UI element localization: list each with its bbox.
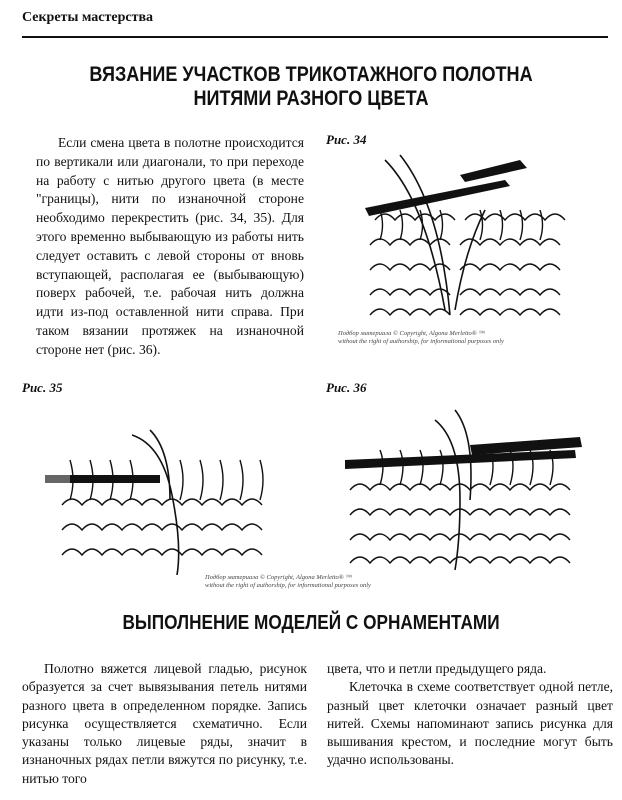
fig36-stitches <box>350 410 570 570</box>
fig34-illustration <box>355 150 595 330</box>
watermark-1: Подбор материала © Copyright, Algona Merlettо® ™ without the right of authorship, for informational purposes only <box>338 330 504 345</box>
header-rule <box>22 36 608 38</box>
page-title-line-2: НИТЯМИ РАЗНОГО ЦВЕТА <box>193 87 429 110</box>
section-title-ornaments: ВЫПОЛНЕНИЕ МОДЕЛЕЙ С ОРНАМЕНТАМИ <box>122 612 500 634</box>
page-title-line-1: ВЯЗАНИЕ УЧАСТКОВ ТРИКОТАЖНОГО ПОЛОТНА <box>89 63 533 86</box>
running-header: Секреты мастерства <box>22 10 154 25</box>
fig35-illustration <box>40 425 290 575</box>
fig36-illustration <box>340 405 600 575</box>
fig36-caption: Рис. 36 <box>326 380 367 395</box>
fig35-needle <box>45 475 160 483</box>
fig34-caption: Рис. 34 <box>326 132 367 147</box>
watermark-2: Подбор материала © Copyright, Algona Merlettо® ™ without the right of authorship, for informational purposes only <box>205 574 371 589</box>
body-column-2: цвета, что и петли предыдущего ряда. Клеточка в схеме соответствует одной петле, разный цвет клеточки означает разный цвет нитей. Схемы напоминают запись рисунка для вышивания крестом, и последние могут быть удачно использованы. <box>327 661 613 768</box>
intro-paragraph <box>36 134 304 360</box>
fig35-caption: Рис. 35 <box>22 380 63 395</box>
fig34-needle <box>365 160 527 216</box>
body-column-1: Полотно вяжется лицевой гладью, рисунок образуется за счет вывязывания петель нитями разного цвета в определенном порядке. Запись рисунка осуществляется схематично. Если указаны только лицевые ряды, значит в изнаночных рядах петли вяжутся по рисунку, т.е. нитью того <box>22 661 307 786</box>
intro-text: Если смена цвета в полотне происходится по вертикали или диагонали, то при переходе на работу с нитью другого цвета (в месте "границы), нити по изнаночной стороне необходимо перекрестить (рис. 34, 35). Для этого временно выбывающую из работы нить следует оставить с левой стороны от вновь вступающей, располагая ее (выбывающую) поверх рабочей, т.е. рабочая нить должна идти из-под оставленной нити справа. При таком вязании протяжек на изнаночной стороне нет (рис. 36). <box>36 135 304 357</box>
fig35-stitches <box>62 430 263 575</box>
